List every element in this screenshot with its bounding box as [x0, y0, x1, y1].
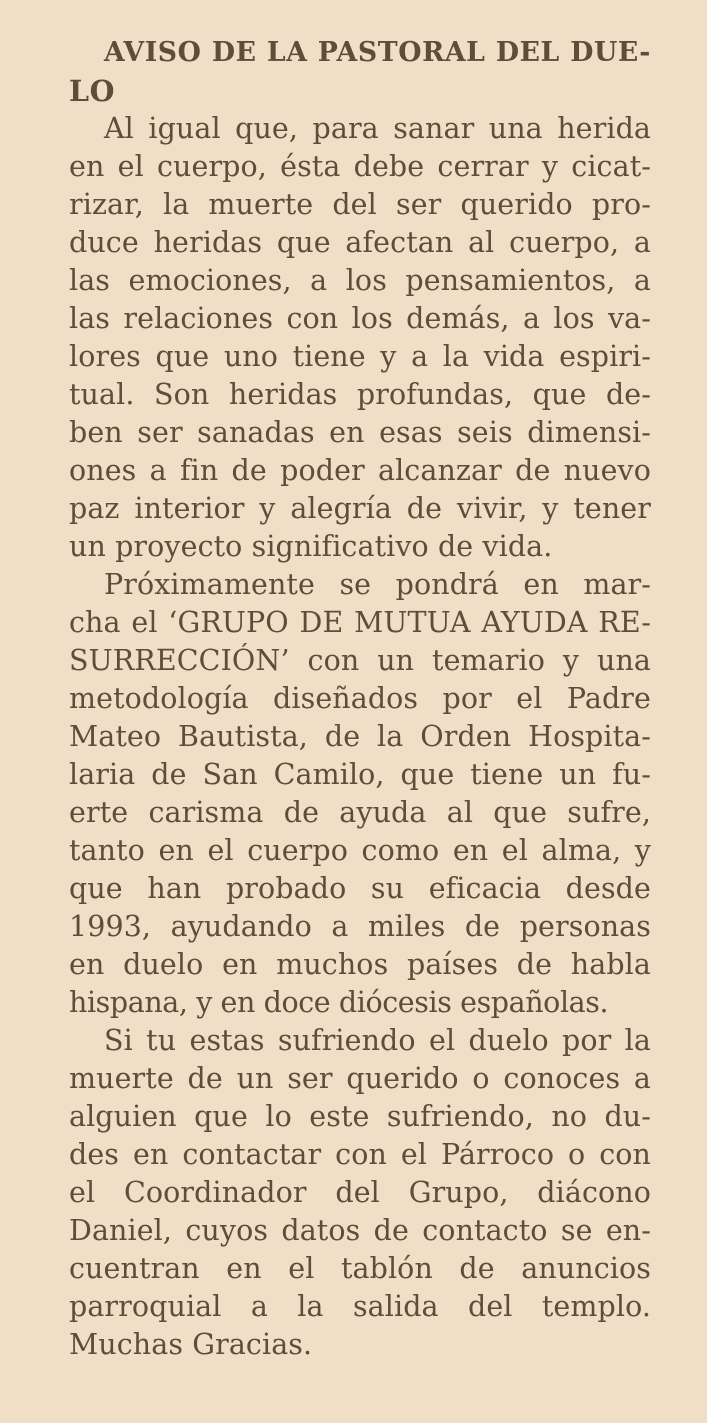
text-line: des en contactar con el Párroco o con — [69, 1138, 651, 1171]
text-line: en duelo en muchos países de habla — [69, 948, 651, 981]
notice-article — [69, 34, 651, 1364]
text-line: cha el ‘GRUPO DE MUTUA AYUDA RE- — [69, 606, 651, 639]
text-line: laria de San Camilo, que tiene un fu- — [69, 758, 651, 791]
text-line: Daniel, cuyos datos de contacto se en- — [69, 1214, 651, 1247]
text-line: tanto en el cuerpo como en el alma, y — [69, 834, 651, 867]
text-line: Al igual que, para sanar una herida — [104, 112, 651, 145]
text-line: ben ser sanadas en esas seis dimensi- — [69, 416, 651, 449]
text-line: las relaciones con los demás, a los va- — [69, 302, 651, 335]
text-line: un proyecto significativo de vida. — [69, 530, 553, 563]
text-line: alguien que lo este sufriendo, no du- — [69, 1100, 651, 1133]
text-line: muerte de un ser querido o conoces a — [69, 1062, 651, 1095]
text-line: Mateo Bautista, de la Orden Hospita- — [69, 720, 651, 753]
notice-title-line: LO — [69, 74, 116, 108]
text-line: las emociones, a los pensamientos, a — [69, 264, 651, 297]
text-line: que han probado su eficacia desde — [69, 872, 651, 905]
text-line: SURRECCIÓN’ con un temario y una — [69, 644, 651, 677]
text-line: hispana, y en doce diócesis españolas. — [69, 986, 609, 1019]
text-line: Si tu estas sufriendo el duelo por la — [104, 1024, 651, 1057]
text-line: metodología diseñados por el Padre — [69, 682, 651, 715]
text-line: el Coordinador del Grupo, diácono — [69, 1176, 651, 1209]
text-line: cuentran en el tablón de anuncios — [69, 1252, 651, 1285]
paragraph-1 — [69, 110, 651, 566]
text-line: Muchas Gracias. — [69, 1328, 313, 1361]
notice-title-line: AVISO DE LA PASTORAL DEL DUE- — [104, 37, 651, 68]
paragraph-3 — [69, 1022, 651, 1364]
text-line: tual. Son heridas profundas, que de- — [69, 378, 651, 411]
text-line: ones a fin de poder alcanzar de nuevo — [69, 454, 651, 487]
text-line: duce heridas que afectan al cuerpo, a — [69, 226, 651, 259]
text-line: erte carisma de ayuda al que sufre, — [69, 796, 651, 829]
text-line: en el cuerpo, ésta debe cerrar y cicat- — [69, 150, 651, 183]
text-line: Próximamente se pondrá en mar- — [104, 568, 651, 601]
text-line: 1993, ayudando a miles de personas — [69, 910, 651, 943]
text-line: paz interior y alegría de vivir, y tener — [69, 492, 651, 525]
text-line: rizar, la muerte del ser querido pro- — [69, 188, 651, 221]
paragraph-2 — [69, 566, 651, 1022]
notice-title — [69, 34, 651, 110]
text-line: parroquial a la salida del templo. — [69, 1290, 651, 1323]
text-line: lores que uno tiene y a la vida espiri- — [69, 340, 651, 373]
